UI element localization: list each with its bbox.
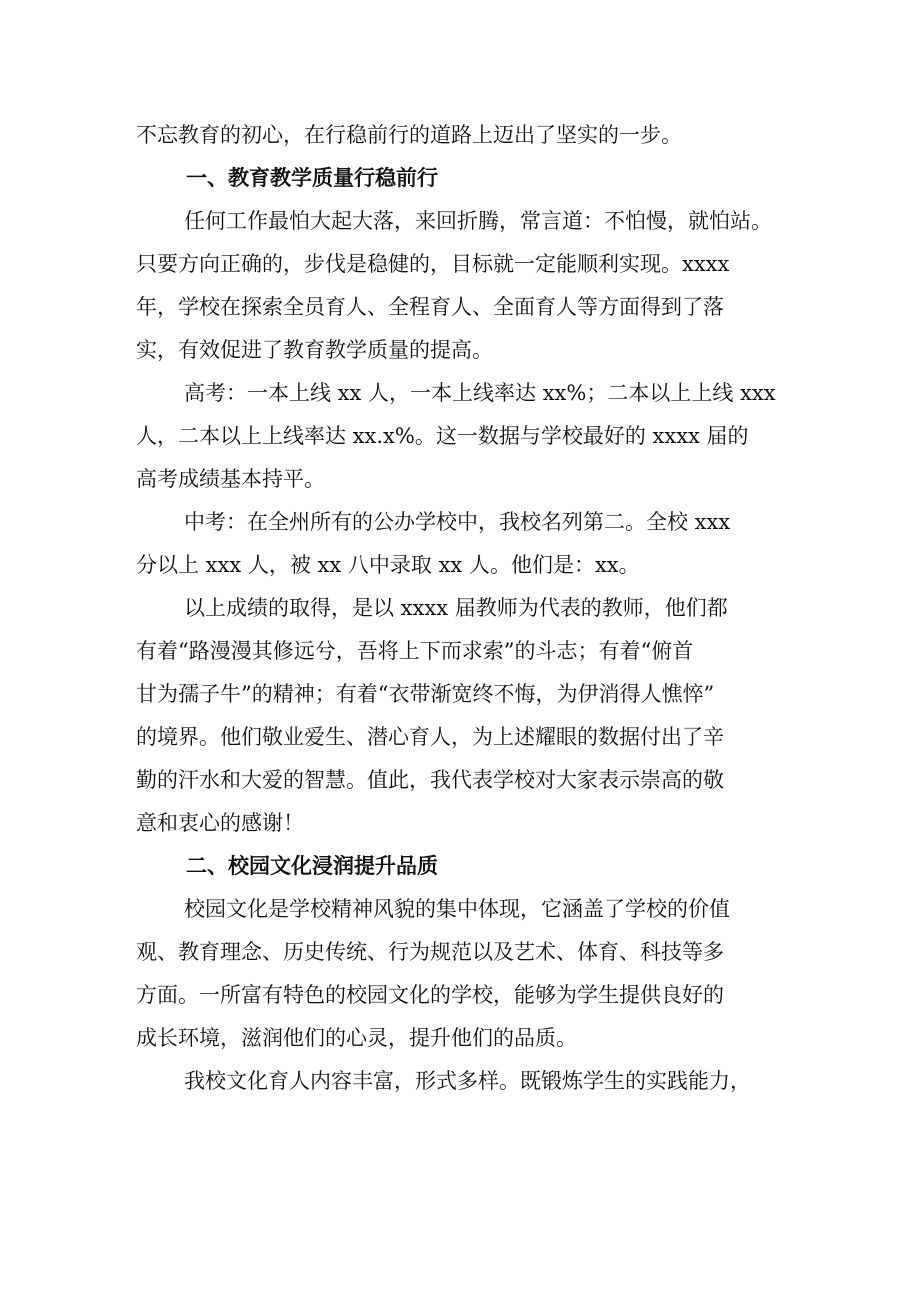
paragraph-line: 实，有效促进了教育教学质量的提高。 — [136, 338, 493, 362]
document-body — [136, 114, 791, 1103]
section-heading: 二、校园文化浸润提升品质 — [186, 854, 438, 878]
paragraph-line: 校园文化是学校精神风貌的集中体现，它涵盖了学校的价值 — [184, 897, 730, 921]
paragraph-line: 观、教育理念、历史传统、行为规范以及艺术、体育、科技等多 — [136, 940, 724, 964]
paragraph-line: 任何工作最怕大起大落，来回折腾，常言道：不怕慢，就怕站。 — [184, 209, 772, 233]
paragraph-line: 的境界。他们敬业爱生、潜心育人，为上述耀眼的数据付出了辛 — [136, 725, 724, 749]
paragraph-line: 年，学校在探索全员育人、全程育人、全面育人等方面得到了落 — [136, 295, 724, 319]
paragraph-line: 高考：一本上线 xx 人，一本上线率达 xx%；二本以上上线 xxx — [184, 381, 776, 405]
paragraph-line: 我校文化育人内容丰富，形式多样。既锻炼学生的实践能力， — [184, 1069, 751, 1093]
paragraph-line: 甘为孺子牛”的精神；有着“衣带渐宽终不悔，为伊消得人憔悴” — [136, 682, 715, 706]
paragraph-line: 意和衷心的感谢！ — [136, 811, 304, 835]
paragraph-line: 分以上 xxx 人，被 xx 八中录取 xx 人。他们是：xx。 — [136, 553, 640, 577]
paragraph-line: 方面。一所富有特色的校园文化的学校，能够为学生提供良好的 — [136, 983, 724, 1007]
section-heading: 一、教育教学质量行稳前行 — [186, 166, 438, 190]
paragraph-line: 有着“路漫漫其修远兮，吾将上下而求索”的斗志；有着“俯首 — [136, 639, 694, 663]
paragraph-line: 只要方向正确的，步伐是稳健的，目标就一定能顺利实现。xxxx — [136, 252, 730, 276]
paragraph-line: 以上成绩的取得，是以 xxxx 届教师为代表的教师，他们都 — [184, 596, 728, 620]
paragraph-line: 人，二本以上上线率达 xx.x%。这一数据与学校最好的 xxxx 届的 — [136, 424, 749, 448]
paragraph-line: 中考：在全州所有的公办学校中，我校名列第二。全校 xxx — [184, 510, 731, 534]
paragraph-line: 成长环境，滋润他们的心灵，提升他们的品质。 — [136, 1026, 577, 1050]
paragraph-line: 高考成绩基本持平。 — [136, 467, 325, 491]
paragraph-line: 勤的汗水和大爱的智慧。值此，我代表学校对大家表示崇高的敬 — [136, 768, 724, 792]
paragraph-line: 不忘教育的初心，在行稳前行的道路上迈出了坚实的一步。 — [136, 123, 682, 147]
